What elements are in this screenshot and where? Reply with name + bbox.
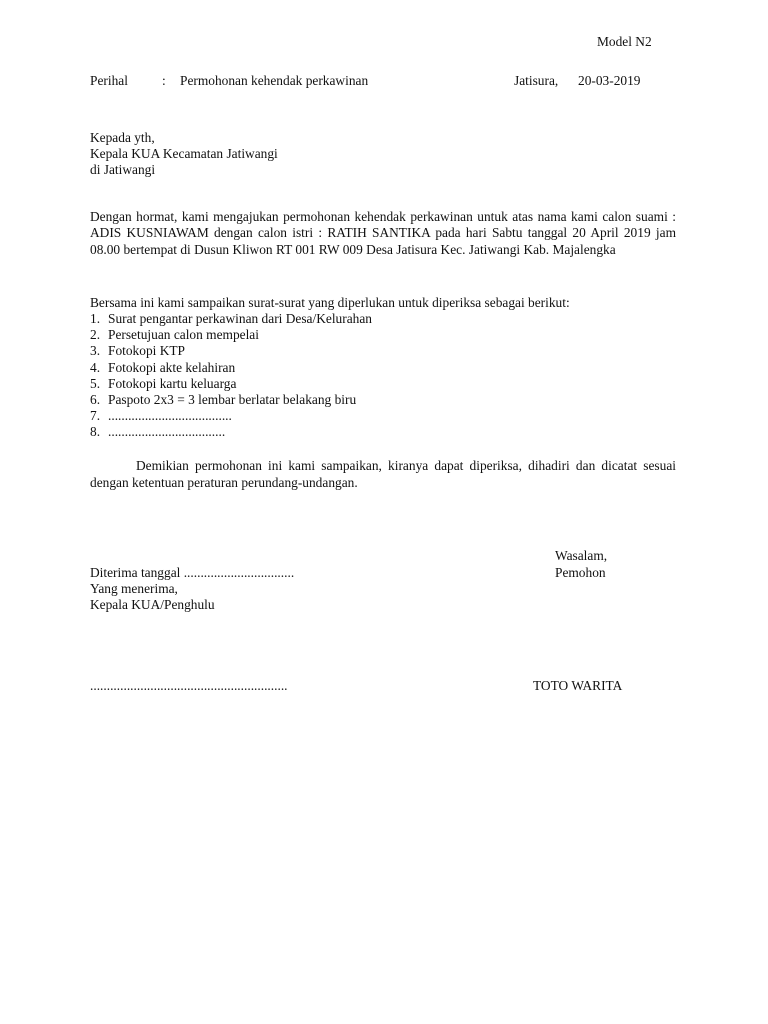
valediction: Wasalam, — [555, 548, 608, 563]
perihal-label: Perihal — [90, 73, 128, 88]
requirement-item — [90, 311, 676, 327]
requirement-number: 1. — [90, 311, 101, 326]
requirement-number: 7. — [90, 408, 101, 424]
requirement-text: Surat pengantar perkawinan dari Desa/Kelurahan — [108, 311, 372, 326]
requirement-item — [90, 392, 676, 408]
requirement-item — [90, 408, 676, 424]
requirement-number: 6. — [90, 391, 101, 407]
received-date-field: Diterima tanggal ................................. — [90, 565, 295, 580]
applicant-name: TOTO WARITA — [533, 678, 623, 693]
receiver-label: Yang menerima, — [90, 581, 178, 596]
requirement-number: 2. — [90, 327, 101, 343]
requirement-item — [90, 343, 676, 359]
requirement-text: Fotokopi KTP — [108, 343, 186, 359]
requirement-item — [90, 360, 676, 376]
addressee-greeting: Kepada yth, — [90, 130, 155, 145]
requirement-number: 8. — [90, 424, 101, 440]
closing-paragraph: Demikian permohonan ini kami sampaikan, kiranya dapat diperiksa, dihadiri dan dicatat sesuai dengan ketentuan peraturan perundang-undangan. — [90, 458, 676, 490]
request-paragraph: Dengan hormat, kami mengajukan permohonan kehendak perkawinan untuk atas nama kami calon suami : ADIS KUSNIAWAM dengan calon istri : RATIH SANTIKA pada hari Sabtu tanggal 20 April 2019 jam 08.00 bertempat di Dusun Kliwon RT 001 RW 009 Desa Jatisura Kec. Jatiwangi Kab. Majalengka — [90, 209, 676, 257]
requirement-item — [90, 424, 676, 440]
requirement-item — [90, 327, 676, 343]
perihal-value: Permohonan kehendak perkawinan — [180, 73, 369, 88]
addressee-block — [90, 130, 676, 178]
receiver-title: Kepala KUA/Penghulu — [90, 597, 215, 612]
requirement-item — [90, 376, 676, 392]
requirement-number: 4. — [90, 359, 101, 375]
requirement-text: Persetujuan calon mempelai — [108, 327, 259, 343]
requirement-number: 5. — [90, 375, 101, 391]
letter-date: 20-03-2019 — [578, 73, 641, 88]
applicant-role: Pemohon — [555, 565, 606, 580]
requirement-text: ..................................... — [108, 408, 232, 424]
requirement-text: Fotokopi kartu keluarga — [108, 375, 237, 391]
requirement-text: ................................... — [108, 424, 226, 440]
addressee-office: Kepala KUA Kecamatan Jatiwangi — [90, 146, 278, 161]
form-model-label: Model N2 — [597, 34, 652, 49]
perihal-colon: : — [162, 73, 166, 88]
requirements-intro: Bersama ini kami sampaikan surat-surat yang diperlukan untuk diperiksa sebagai berikut: — [90, 295, 570, 310]
letter-place: Jatisura, — [514, 73, 559, 88]
requirement-number: 3. — [90, 343, 101, 359]
addressee-location: di Jatiwangi — [90, 162, 156, 177]
requirement-text: Fotokopi akte kelahiran — [108, 359, 236, 375]
requirement-text: Paspoto 2x3 = 3 lembar berlatar belakang biru — [108, 391, 357, 407]
receiver-signature-line: ........................................................... — [90, 678, 288, 693]
requirements-list — [90, 311, 676, 441]
